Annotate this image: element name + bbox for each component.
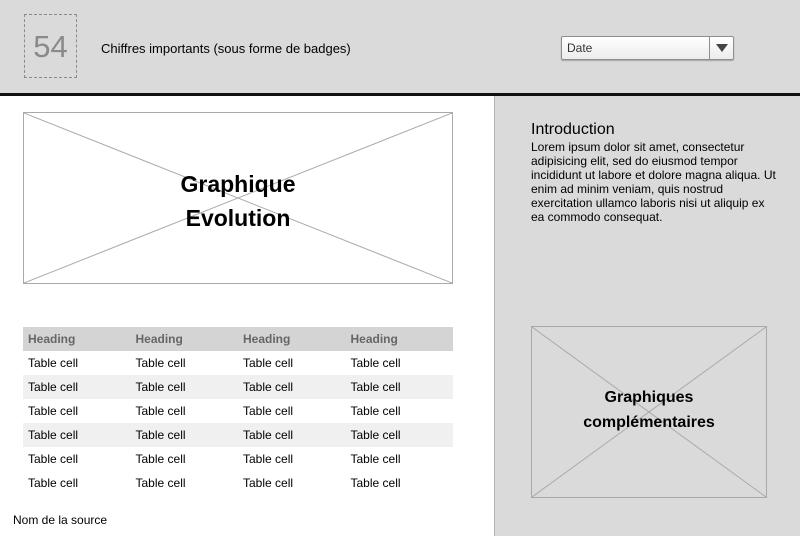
right-panel — [494, 96, 800, 536]
table-cell: Table cell — [135, 356, 186, 370]
header-title: Chiffres importants (sous forme de badges) — [101, 41, 351, 56]
intro-title: Introduction — [531, 121, 615, 138]
complementary-charts-label — [532, 385, 766, 435]
table-cell: Table cell — [135, 404, 186, 418]
evolution-chart-label — [24, 167, 452, 235]
table-cell: Table cell — [350, 380, 401, 394]
table-cell: Table cell — [350, 356, 401, 370]
table-cell: Table cell — [243, 452, 294, 466]
intro-text: Lorem ipsum dolor sit amet, consectetur adipisicing elit, sed do eiusmod tempor incididunt ut labore et dolore magna aliqua. Ut enim ad minim veniam, quis nostrud exercitation ullamco laboris nisi ut aliquip ex ea commodo consequat. — [531, 140, 776, 224]
header-bar — [0, 0, 800, 96]
table-cell: Table cell — [243, 380, 294, 394]
data-table — [23, 327, 453, 495]
chevron-down-icon[interactable] — [709, 37, 733, 59]
key-figure-badge: 54 — [24, 14, 77, 78]
table-cell: Table cell — [135, 476, 186, 490]
evolution-chart-label-line2: Evolution — [185, 205, 291, 231]
table-cell: Table cell — [350, 404, 401, 418]
table-cell: Table cell — [135, 380, 186, 394]
table-row[interactable] — [23, 375, 453, 399]
table-row[interactable] — [23, 423, 453, 447]
date-select-value: Date — [567, 41, 593, 55]
table-heading[interactable]: Heading — [350, 332, 398, 346]
table-cell: Table cell — [243, 404, 294, 418]
table-heading[interactable]: Heading — [28, 332, 76, 346]
evolution-chart-label-line1: Graphique — [180, 171, 296, 197]
table-heading[interactable]: Heading — [135, 332, 183, 346]
table-cell: Table cell — [243, 428, 294, 442]
table-cell: Table cell — [28, 428, 79, 442]
table-row[interactable] — [23, 351, 453, 375]
table-cell: Table cell — [28, 404, 79, 418]
table-row[interactable] — [23, 471, 453, 495]
source-label: Nom de la source — [13, 513, 108, 527]
table-cell: Table cell — [28, 452, 79, 466]
table-cell: Table cell — [135, 452, 186, 466]
table-cell: Table cell — [350, 476, 401, 490]
table-cell: Table cell — [28, 380, 79, 394]
table-cell: Table cell — [135, 428, 186, 442]
table-cell: Table cell — [28, 356, 79, 370]
table-heading[interactable]: Heading — [243, 332, 291, 346]
table-row[interactable] — [23, 399, 453, 423]
table-header-row — [23, 327, 453, 351]
table-cell: Table cell — [28, 476, 79, 490]
complementary-charts-label-line2: complémentaires — [583, 414, 715, 431]
complementary-charts-placeholder — [531, 326, 767, 498]
table-row[interactable] — [23, 447, 453, 471]
table-cell: Table cell — [350, 452, 401, 466]
complementary-charts-label-line1: Graphiques — [604, 389, 694, 406]
date-select[interactable] — [561, 36, 734, 60]
evolution-chart-placeholder — [23, 112, 453, 284]
table-cell: Table cell — [243, 476, 294, 490]
table-cell: Table cell — [350, 428, 401, 442]
table-cell: Table cell — [243, 356, 294, 370]
